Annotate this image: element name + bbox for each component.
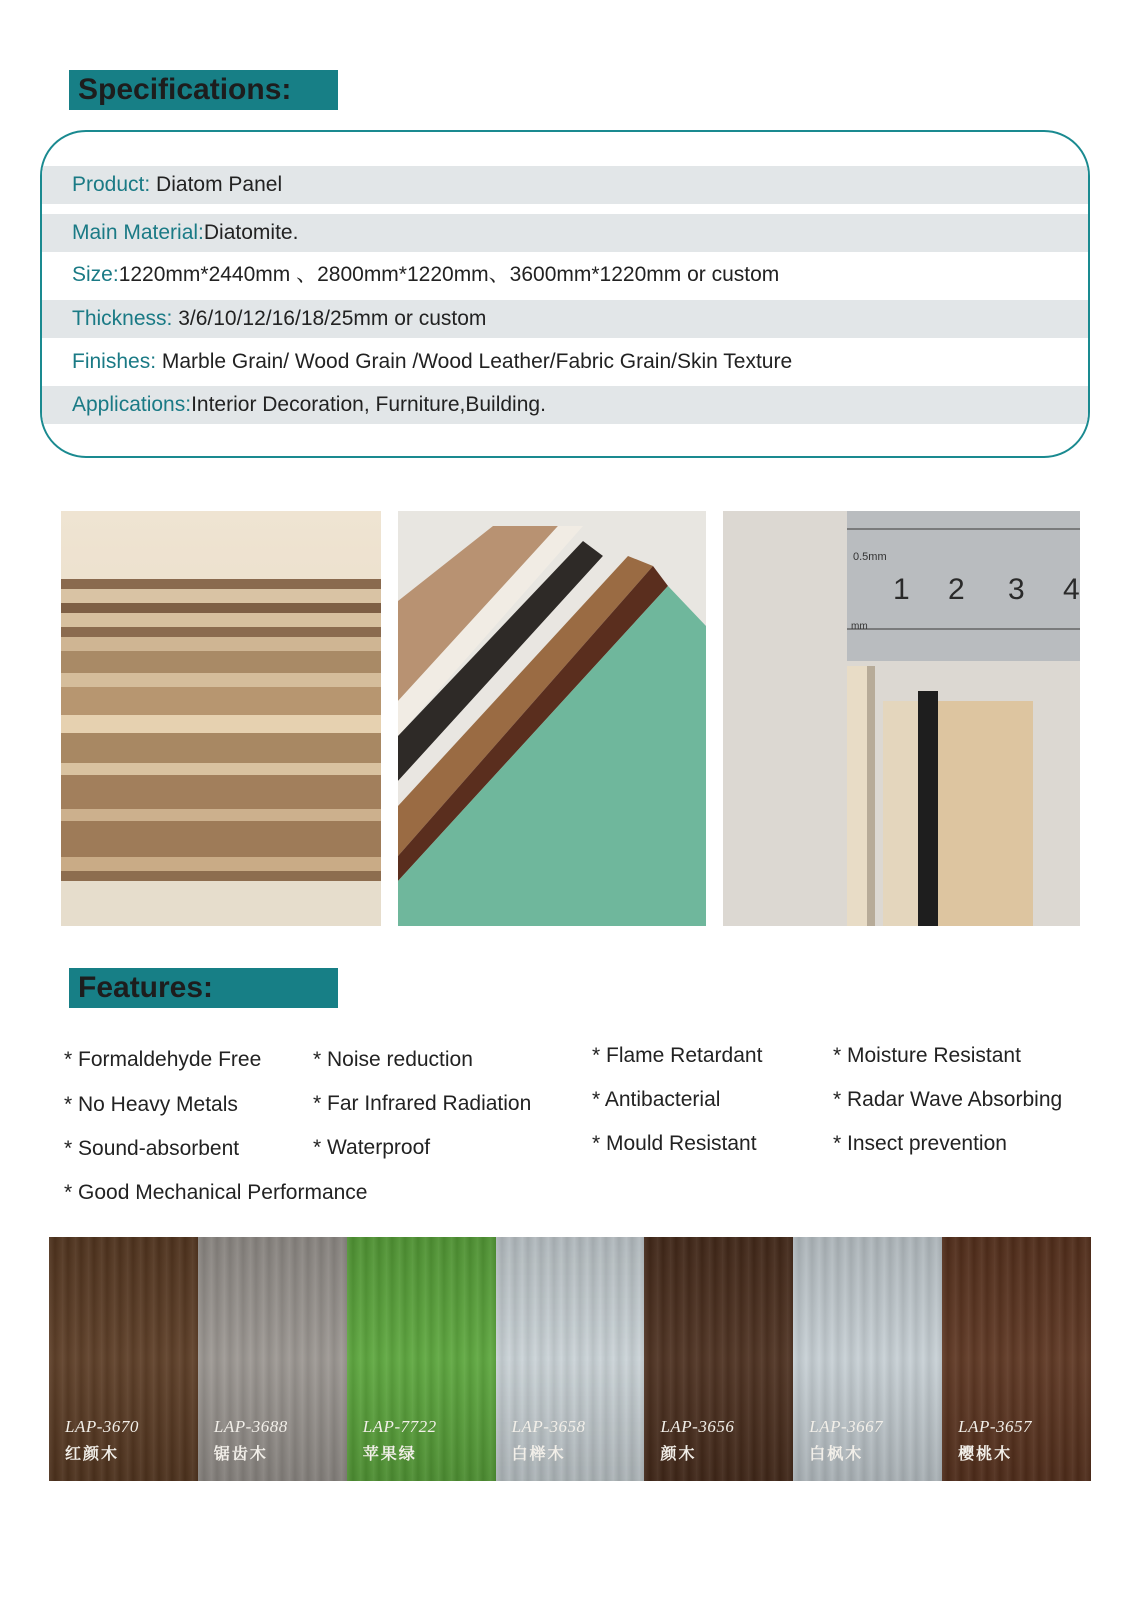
spec-row-size [42,256,1088,294]
spec-row-product [42,166,1088,204]
swatch [198,1237,347,1481]
feature-item: * Radar Wave Absorbing [833,1088,1063,1111]
swatch-code: LAP-3656 [660,1417,735,1436]
spec-row-finishes [42,343,1088,381]
spec-value: Interior Decoration, Furniture,Building. [191,393,546,416]
spec-value: Marble Grain/ Wood Grain /Wood Leather/Fabric Grain/Skin Texture [156,350,793,373]
feature-item: * Flame Retardant [592,1044,763,1067]
spec-row-applications [42,386,1088,424]
specifications-header: Specifications: [69,70,338,110]
ruler-number: 4 [1063,573,1080,606]
swatch-code: LAP-3658 [511,1417,586,1436]
swatch-name: 红颜木 [65,1446,120,1463]
features-header: Features: [69,968,338,1008]
swatch [347,1237,496,1481]
photo-colored-panels [398,511,706,926]
spec-value: 1220mm*2440mm 、2800mm*1220mm、3600mm*1220mm or custom [118,263,780,286]
spec-label: Thickness: [72,307,173,330]
swatch-name: 颜木 [660,1446,697,1463]
swatch [793,1237,942,1481]
spec-label: Size: [72,263,119,286]
swatch [942,1237,1091,1481]
color-swatch-strip [49,1237,1091,1481]
feature-item: * Waterproof [313,1136,431,1159]
feature-item: * Far Infrared Radiation [313,1092,532,1115]
feature-item: * Good Mechanical Performance [64,1181,368,1204]
spec-label: Product: [72,173,151,196]
ruler-label: 0.5mm [853,551,887,563]
swatch-name: 樱桃木 [958,1446,1013,1463]
feature-item: * No Heavy Metals [64,1093,238,1116]
photo-ruler-measurement [723,511,1080,926]
ruler-number: 3 [1008,573,1025,606]
swatch-code: LAP-3657 [958,1417,1033,1436]
swatch-code: LAP-3670 [65,1417,139,1436]
spec-row-thickness [42,300,1088,338]
feature-item: * Sound-absorbent [64,1137,240,1160]
swatch [644,1237,793,1481]
swatch-name: 白枫木 [809,1446,864,1463]
ruler-measurement-image [723,511,1080,926]
stacked-panels-image [61,511,381,926]
feature-item: * Noise reduction [313,1048,473,1071]
ruler-number: 2 [948,573,965,606]
feature-item: * Moisture Resistant [833,1044,1021,1067]
swatch [496,1237,645,1481]
specifications-box [40,130,1090,458]
spec-value: Diatom Panel [150,173,283,196]
feature-item: * Antibacterial [592,1088,721,1111]
photo-stacked-panels [61,511,381,926]
swatch-name: 苹果绿 [362,1446,417,1463]
spec-row-material [42,214,1088,252]
swatch-code: LAP-3667 [809,1417,884,1436]
spec-label: Finishes: [72,350,157,373]
colored-panels-image [398,511,706,926]
ruler-number: 1 [893,573,910,606]
swatch [49,1237,198,1481]
ruler-unit: mm [851,621,868,632]
spec-label: Main Material: [72,221,204,244]
spec-value: 3/6/10/12/16/18/25mm or custom [172,307,487,330]
swatch-name: 白榉木 [511,1446,566,1463]
swatch-code: LAP-3688 [213,1417,288,1436]
feature-item: * Insect prevention [833,1132,1007,1155]
swatch-code: LAP-7722 [362,1417,437,1436]
spec-label: Applications: [72,393,192,416]
feature-item: * Formaldehyde Free [64,1048,262,1071]
feature-item: * Mould Resistant [592,1132,757,1155]
swatch-name: 锯齿木 [213,1446,268,1463]
spec-value: Diatomite. [203,221,299,244]
